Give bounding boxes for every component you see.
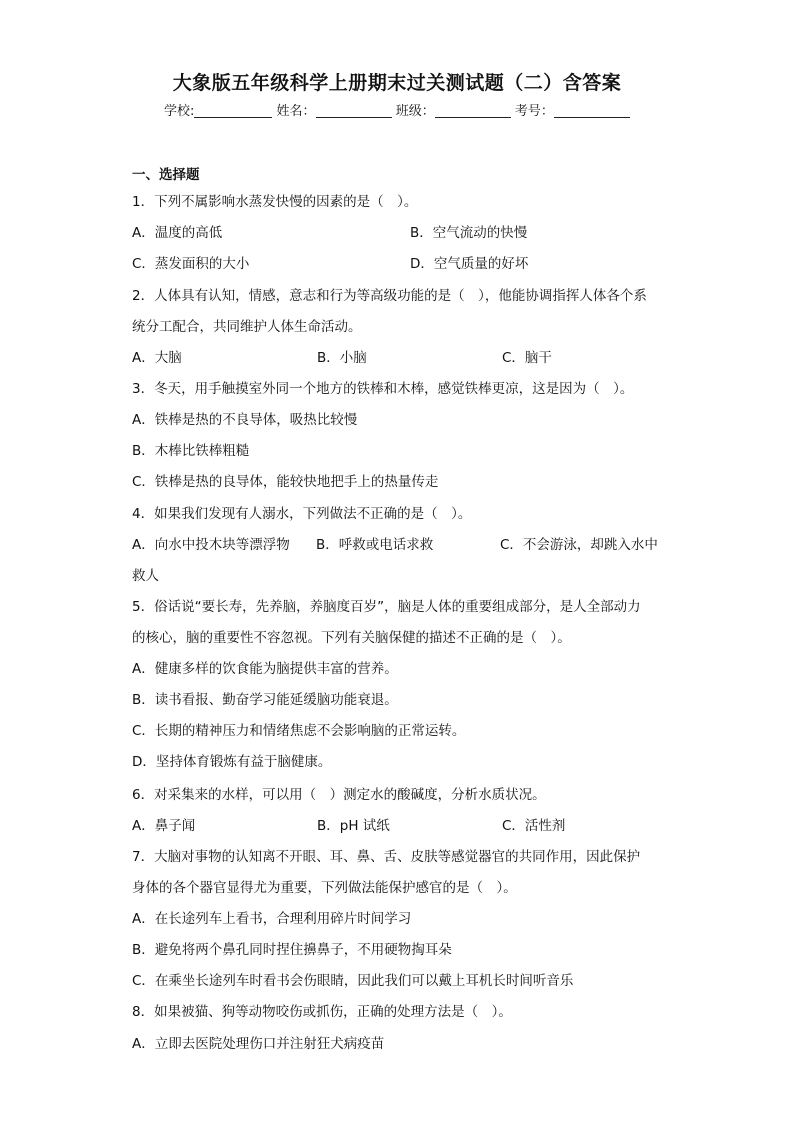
option: A．健康多样的饮食能为脑提供丰富的营养。: [132, 661, 398, 677]
option: A．鼻子闻: [132, 818, 196, 834]
class-label: 班级：: [395, 104, 435, 119]
option: A．立即去医院处理伤口并注射狂犬病疫苗: [132, 1036, 385, 1052]
option: D．坚持体育锻炼有益于脑健康。: [132, 754, 332, 770]
school-label: 学校:: [164, 104, 195, 119]
option: A．向水中投木块等漂浮物: [132, 537, 290, 553]
option: C．不会游泳，却跳入水中: [500, 537, 658, 553]
school-blank: [194, 103, 272, 118]
option: B．空气流动的快慢: [410, 225, 528, 241]
question-stem: 5．俗话说“要长寿，先养脑，养脑度百岁”，脑是人体的重要组成部分，是人全部动力: [132, 599, 641, 615]
question-stem: 身体的各个器官显得尤为重要，下列做法能保护感官的是（ ）。: [132, 880, 517, 896]
class-blank: [435, 103, 511, 118]
option: B．避免将两个鼻孔同时捏住擤鼻子，不用硬物掏耳朵: [132, 942, 452, 958]
option: C．脑干: [502, 350, 552, 366]
exam-no-label: 考号：: [514, 104, 554, 119]
exam-no-blank: [554, 103, 630, 118]
page-title: 大象版五年级科学上册期末过关测试题（二）含答案: [172, 72, 622, 94]
option: B．读书看报、勤奋学习能延缓脑功能衰退。: [132, 692, 398, 708]
option: B．小脑: [317, 350, 367, 366]
option: C．活性剂: [502, 818, 566, 834]
option: B．呼救或电话求救: [316, 537, 434, 553]
option: C．铁棒是热的良导体，能较快地把手上的热量传走: [132, 474, 439, 490]
name-blank: [316, 103, 392, 118]
option: A．大脑: [132, 350, 182, 366]
option: C．长期的精神压力和情绪焦虑不会影响脑的正常运转。: [132, 723, 466, 739]
question-stem: 3．冬天，用手触摸室外同一个地方的铁棒和木棒，感觉铁棒更凉，这是因为（ ）。: [132, 381, 634, 397]
question-stem: 1．下列不属影响水蒸发快慢的因素的是（ ）。: [132, 194, 418, 210]
question-stem: 8．如果被猫、狗等动物咬伤或抓伤，正确的处理方法是（ ）。: [132, 1004, 512, 1020]
option: A．在长途列车上看书，合理利用碎片时间学习: [132, 911, 412, 927]
question-stem: 统分工配合，共同维护人体生命活动。: [132, 319, 362, 335]
option: B．木棒比铁棒粗糙: [132, 443, 250, 459]
option: C．蒸发面积的大小: [132, 256, 250, 272]
option: B．pH 试纸: [317, 818, 390, 834]
section-heading: 一、选择题: [132, 167, 200, 183]
option-continuation: 救人: [132, 568, 159, 584]
option: D．空气质量的好坏: [410, 256, 529, 272]
question-stem: 的核心，脑的重要性不容忽视。下列有关脑保健的描述不正确的是（ ）。: [132, 630, 571, 646]
question-stem: 4．如果我们发现有人溺水，下列做法不正确的是（ ）。: [132, 506, 472, 522]
student-info-line: [164, 100, 630, 119]
name-label: 姓名：: [276, 104, 316, 119]
option: A．铁棒是热的不良导体，吸热比较慢: [132, 412, 358, 428]
question-stem: 6．对采集来的水样，可以用（ ）测定水的酸碱度，分析水质状况。: [132, 787, 546, 803]
option: C．在乘坐长途列车时看书会伤眼睛，因此我们可以戴上耳机长时间听音乐: [132, 973, 574, 989]
question-stem: 7．大脑对事物的认知离不开眼、耳、鼻、舌、皮肤等感觉器官的共同作用，因此保护: [132, 849, 641, 865]
option: A．温度的高低: [132, 225, 223, 241]
question-stem: 2．人体具有认知，情感，意志和行为等高级功能的是（ ），他能协调指挥人体各个系: [132, 288, 647, 304]
